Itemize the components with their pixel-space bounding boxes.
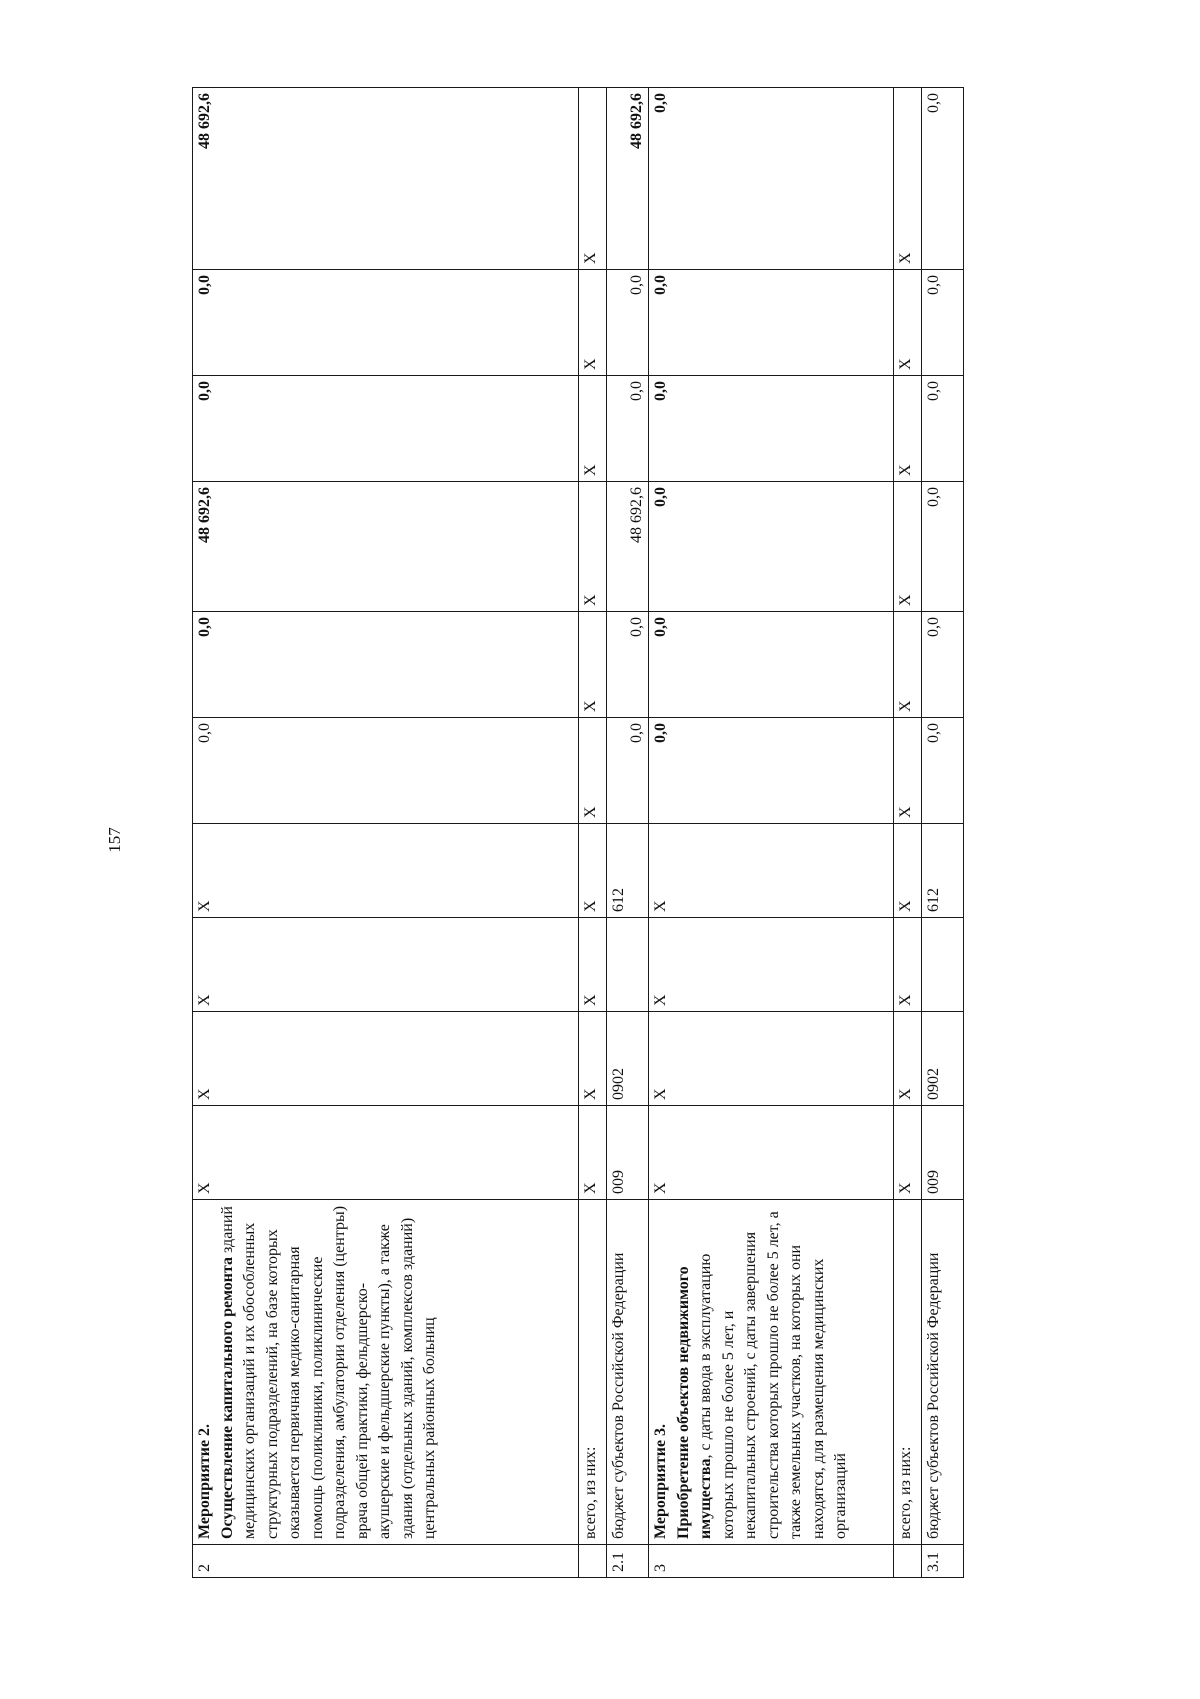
value-cell: 0,0 xyxy=(922,718,964,824)
table-row xyxy=(579,88,607,1578)
value-cell: X xyxy=(579,270,607,376)
value-cell: X xyxy=(579,718,607,824)
code-cell: 009 xyxy=(922,1106,964,1200)
row-number: 2 xyxy=(193,1545,579,1578)
value-cell: 0,0 xyxy=(607,612,649,718)
value-cell: 48 692,6 xyxy=(193,88,579,270)
row-number xyxy=(579,1545,607,1578)
code-cell: X xyxy=(649,1106,894,1200)
code-cell: X xyxy=(579,1012,607,1106)
code-cell: X xyxy=(193,1012,579,1106)
value-cell: X xyxy=(894,612,922,718)
code-cell: X xyxy=(579,918,607,1012)
rotated-table-container xyxy=(192,88,976,1578)
value-cell: X xyxy=(579,482,607,612)
value-cell: 48 692,6 xyxy=(607,88,649,270)
value-cell: X xyxy=(894,718,922,824)
row-description: бюджет субъектов Российской Федерации xyxy=(922,1200,964,1545)
table-row xyxy=(649,88,894,1578)
code-cell: X xyxy=(649,1012,894,1106)
value-cell: 0,0 xyxy=(193,270,579,376)
value-cell: 48 692,6 xyxy=(607,482,649,612)
value-cell: 0,0 xyxy=(607,270,649,376)
row-description: всего, из них: xyxy=(579,1200,607,1545)
value-cell: 0,0 xyxy=(607,718,649,824)
code-cell: 009 xyxy=(607,1106,649,1200)
budget-table xyxy=(192,87,964,1578)
table-row xyxy=(607,88,649,1578)
value-cell: X xyxy=(894,482,922,612)
code-cell: X xyxy=(894,1012,922,1106)
value-cell: 0,0 xyxy=(649,718,894,824)
row-number: 3 xyxy=(649,1545,894,1578)
code-cell: 0902 xyxy=(922,1012,964,1106)
code-cell: 612 xyxy=(922,824,964,918)
value-cell: X xyxy=(894,270,922,376)
value-cell: 48 692,6 xyxy=(193,482,579,612)
value-cell: X xyxy=(894,88,922,270)
code-cell: X xyxy=(579,824,607,918)
row-number: 2.1 xyxy=(607,1545,649,1578)
row-description: всего, из них: xyxy=(894,1200,922,1545)
value-cell: X xyxy=(894,376,922,482)
row-description: Мероприятие 3. Приобретение объектов недвижимого имущества, с даты ввода в эксплуатацию которых прошло не более 5 лет, и некапитальных строений, с даты завершения строительства которых прошло не более 5 лет, а также земельных участков, на которых они находятся, для размещения медицинских организаций xyxy=(649,1200,894,1545)
value-cell: 0,0 xyxy=(193,612,579,718)
value-cell: 0,0 xyxy=(649,612,894,718)
value-cell: 0,0 xyxy=(649,482,894,612)
value-cell: 0,0 xyxy=(193,376,579,482)
value-cell: 0,0 xyxy=(922,612,964,718)
code-cell: X xyxy=(193,918,579,1012)
table-row xyxy=(894,88,922,1578)
value-cell: 0,0 xyxy=(193,718,579,824)
value-cell: X xyxy=(579,88,607,270)
code-cell: X xyxy=(579,1106,607,1200)
value-cell: 0,0 xyxy=(922,482,964,612)
code-cell: X xyxy=(193,1106,579,1200)
value-cell: 0,0 xyxy=(607,376,649,482)
table-row xyxy=(193,88,579,1578)
row-number xyxy=(894,1545,922,1578)
value-cell: X xyxy=(579,612,607,718)
page-number: 157 xyxy=(105,827,124,853)
value-cell: X xyxy=(579,376,607,482)
code-cell: 612 xyxy=(607,824,649,918)
value-cell: 0,0 xyxy=(922,270,964,376)
code-cell: X xyxy=(649,918,894,1012)
table-row xyxy=(922,88,964,1578)
code-cell: X xyxy=(649,824,894,918)
value-cell: 0,0 xyxy=(922,376,964,482)
value-cell: 0,0 xyxy=(649,376,894,482)
value-cell: 0,0 xyxy=(649,88,894,270)
code-cell: X xyxy=(894,918,922,1012)
code-cell: X xyxy=(894,824,922,918)
row-description: Мероприятие 2. Осуществление капитального ремонта зданий медицинских организаций и их обособленных структурных подразделений, на базе которых оказывается первичная медико-санитарная помощь (поликлиники, поликлинические подразделения, амбулатории отделения (центры) врача общей практики, фельдшерско-акушерские и фельдшерские пункты), а также здания (отдельных зданий, комплексов зданий) центральных районных больниц xyxy=(193,1200,579,1545)
code-cell xyxy=(922,918,964,1012)
code-cell xyxy=(607,918,649,1012)
value-cell: 0,0 xyxy=(649,270,894,376)
code-cell: X xyxy=(894,1106,922,1200)
row-description: бюджет субъектов Российской Федерации xyxy=(607,1200,649,1545)
row-number: 3.1 xyxy=(922,1545,964,1578)
value-cell: 0,0 xyxy=(922,88,964,270)
code-cell: X xyxy=(193,824,579,918)
code-cell: 0902 xyxy=(607,1012,649,1106)
